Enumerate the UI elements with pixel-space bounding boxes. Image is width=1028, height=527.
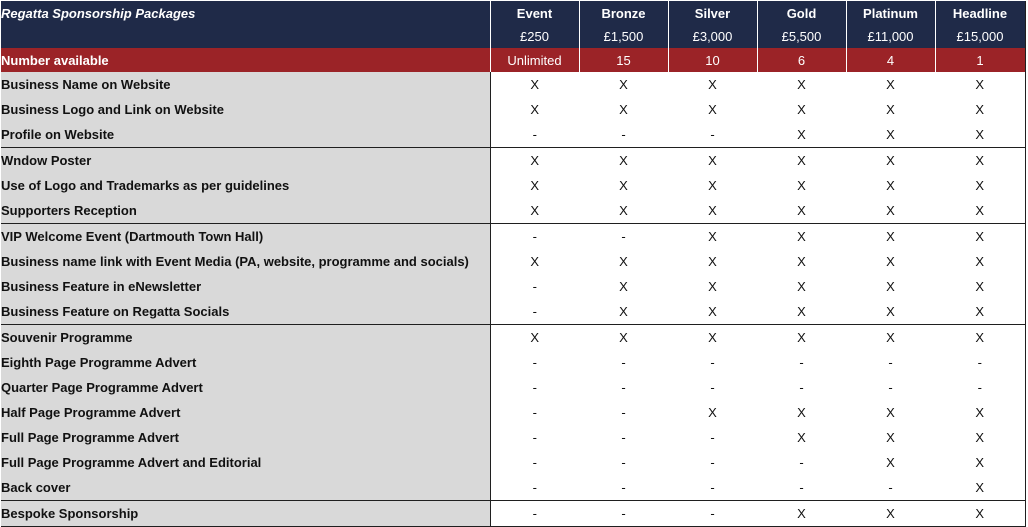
feature-cell: X xyxy=(579,72,668,97)
feature-cell: - xyxy=(668,375,757,400)
feature-cell: X xyxy=(846,198,935,224)
price-row-label-cell xyxy=(1,25,490,48)
feature-cell: - xyxy=(490,299,579,325)
tier-name-headline: Headline xyxy=(935,1,1025,25)
feature-cell: X xyxy=(935,425,1025,450)
feature-cell: - xyxy=(846,350,935,375)
feature-cell: X xyxy=(668,400,757,425)
feature-cell: X xyxy=(757,122,846,148)
feature-cell: X xyxy=(579,97,668,122)
feature-label: Full Page Programme Advert and Editorial xyxy=(1,450,490,475)
feature-cell: - xyxy=(490,122,579,148)
feature-label: Souvenir Programme xyxy=(1,325,490,351)
feature-cell: X xyxy=(668,249,757,274)
feature-cell: X xyxy=(935,450,1025,475)
feature-cell: X xyxy=(935,249,1025,274)
feature-cell: - xyxy=(668,501,757,527)
feature-cell: X xyxy=(490,198,579,224)
tier-name-row xyxy=(1,1,1025,25)
feature-cell: - xyxy=(668,475,757,501)
feature-label: Full Page Programme Advert xyxy=(1,425,490,450)
feature-cell: X xyxy=(935,299,1025,325)
feature-cell: X xyxy=(935,122,1025,148)
feature-cell: X xyxy=(579,274,668,299)
feature-cell: X xyxy=(935,72,1025,97)
feature-cell: - xyxy=(668,425,757,450)
table-row xyxy=(1,97,1025,122)
feature-cell: - xyxy=(757,350,846,375)
feature-cell: - xyxy=(668,122,757,148)
feature-cell: X xyxy=(935,198,1025,224)
feature-cell: - xyxy=(490,501,579,527)
feature-rows xyxy=(1,72,1025,527)
feature-cell: X xyxy=(757,148,846,174)
feature-cell: X xyxy=(757,325,846,351)
feature-label: Business Feature in eNewsletter xyxy=(1,274,490,299)
feature-cell: X xyxy=(668,97,757,122)
feature-cell: X xyxy=(757,72,846,97)
feature-cell: X xyxy=(757,249,846,274)
feature-cell: - xyxy=(668,450,757,475)
feature-cell: X xyxy=(935,148,1025,174)
feature-label: Quarter Page Programme Advert xyxy=(1,375,490,400)
feature-cell: X xyxy=(846,299,935,325)
sponsorship-table xyxy=(1,1,1026,527)
feature-cell: X xyxy=(846,72,935,97)
availability-value: 1 xyxy=(935,48,1025,72)
feature-cell: - xyxy=(490,425,579,450)
feature-cell: X xyxy=(846,249,935,274)
feature-cell: X xyxy=(935,97,1025,122)
feature-cell: - xyxy=(757,475,846,501)
feature-label: Bespoke Sponsorship xyxy=(1,501,490,527)
feature-cell: X xyxy=(935,501,1025,527)
feature-cell: X xyxy=(846,400,935,425)
tier-name-gold: Gold xyxy=(757,1,846,25)
feature-label: Business Name on Website xyxy=(1,72,490,97)
table-row xyxy=(1,249,1025,274)
feature-cell: - xyxy=(935,375,1025,400)
table-row xyxy=(1,400,1025,425)
feature-cell: - xyxy=(490,350,579,375)
table-row xyxy=(1,325,1025,351)
feature-cell: - xyxy=(490,375,579,400)
feature-cell: - xyxy=(579,350,668,375)
tier-name-event: Event xyxy=(490,1,579,25)
table-row xyxy=(1,148,1025,174)
feature-cell: X xyxy=(757,299,846,325)
table-row xyxy=(1,350,1025,375)
feature-label: Use of Logo and Trademarks as per guidelines xyxy=(1,173,490,198)
table-title: Regatta Sponsorship Packages xyxy=(1,1,490,25)
feature-label: Wndow Poster xyxy=(1,148,490,174)
feature-label: Business Logo and Link on Website xyxy=(1,97,490,122)
feature-cell: X xyxy=(668,173,757,198)
tier-name-bronze: Bronze xyxy=(579,1,668,25)
feature-label: Profile on Website xyxy=(1,122,490,148)
feature-cell: X xyxy=(490,97,579,122)
feature-cell: - xyxy=(846,375,935,400)
feature-cell: X xyxy=(668,274,757,299)
feature-cell: - xyxy=(490,450,579,475)
feature-cell: X xyxy=(846,325,935,351)
feature-cell: X xyxy=(579,173,668,198)
feature-cell: X xyxy=(846,274,935,299)
feature-cell: - xyxy=(935,350,1025,375)
feature-cell: X xyxy=(668,325,757,351)
feature-cell: X xyxy=(757,400,846,425)
feature-cell: X xyxy=(846,122,935,148)
availability-row xyxy=(1,48,1025,72)
availability-label: Number available xyxy=(1,48,490,72)
table-row xyxy=(1,173,1025,198)
feature-cell: X xyxy=(935,224,1025,250)
feature-label: Half Page Programme Advert xyxy=(1,400,490,425)
feature-cell: - xyxy=(490,475,579,501)
feature-cell: - xyxy=(579,425,668,450)
feature-cell: - xyxy=(490,400,579,425)
tier-price-platinum: £11,000 xyxy=(846,25,935,48)
table-row xyxy=(1,475,1025,501)
availability-value: 10 xyxy=(668,48,757,72)
availability-value: 15 xyxy=(579,48,668,72)
feature-label: Eighth Page Programme Advert xyxy=(1,350,490,375)
feature-cell: X xyxy=(490,173,579,198)
availability-value: 6 xyxy=(757,48,846,72)
feature-cell: X xyxy=(668,299,757,325)
availability-value: Unlimited xyxy=(490,48,579,72)
feature-cell: - xyxy=(757,450,846,475)
feature-label: VIP Welcome Event (Dartmouth Town Hall) xyxy=(1,224,490,250)
feature-cell: X xyxy=(490,72,579,97)
feature-cell: X xyxy=(757,198,846,224)
feature-cell: X xyxy=(668,148,757,174)
feature-cell: X xyxy=(935,475,1025,501)
feature-cell: - xyxy=(846,475,935,501)
table-row xyxy=(1,198,1025,224)
feature-cell: X xyxy=(757,224,846,250)
feature-cell: X xyxy=(668,72,757,97)
feature-cell: X xyxy=(846,97,935,122)
feature-cell: X xyxy=(757,173,846,198)
tier-name-platinum: Platinum xyxy=(846,1,935,25)
table-row xyxy=(1,274,1025,299)
feature-cell: X xyxy=(490,325,579,351)
feature-cell: X xyxy=(935,274,1025,299)
feature-cell: X xyxy=(846,425,935,450)
feature-cell: X xyxy=(579,148,668,174)
tier-price-silver: £3,000 xyxy=(668,25,757,48)
availability-value: 4 xyxy=(846,48,935,72)
feature-cell: X xyxy=(846,450,935,475)
feature-cell: X xyxy=(579,249,668,274)
feature-cell: X xyxy=(846,148,935,174)
feature-cell: X xyxy=(579,299,668,325)
feature-cell: - xyxy=(579,224,668,250)
tier-name-silver: Silver xyxy=(668,1,757,25)
feature-cell: X xyxy=(668,198,757,224)
feature-cell: - xyxy=(579,501,668,527)
tier-price-gold: £5,500 xyxy=(757,25,846,48)
tier-price-row xyxy=(1,25,1025,48)
feature-cell: - xyxy=(579,450,668,475)
feature-cell: X xyxy=(490,249,579,274)
feature-cell: X xyxy=(579,198,668,224)
table-row xyxy=(1,299,1025,325)
feature-cell: X xyxy=(490,148,579,174)
feature-cell: X xyxy=(935,173,1025,198)
feature-cell: X xyxy=(935,325,1025,351)
feature-cell: X xyxy=(579,325,668,351)
feature-cell: X xyxy=(757,501,846,527)
feature-cell: - xyxy=(579,475,668,501)
feature-label: Back cover xyxy=(1,475,490,501)
feature-cell: - xyxy=(668,350,757,375)
table-row xyxy=(1,450,1025,475)
feature-cell: X xyxy=(935,400,1025,425)
table-row xyxy=(1,224,1025,250)
feature-cell: X xyxy=(757,274,846,299)
feature-cell: - xyxy=(757,375,846,400)
feature-cell: X xyxy=(846,501,935,527)
tier-price-bronze: £1,500 xyxy=(579,25,668,48)
table-row xyxy=(1,425,1025,450)
feature-cell: - xyxy=(579,400,668,425)
feature-cell: X xyxy=(846,173,935,198)
feature-cell: X xyxy=(668,224,757,250)
feature-cell: X xyxy=(757,425,846,450)
feature-cell: X xyxy=(757,97,846,122)
tier-price-headline: £15,000 xyxy=(935,25,1025,48)
feature-label: Business Feature on Regatta Socials xyxy=(1,299,490,325)
feature-cell: - xyxy=(490,224,579,250)
feature-cell: - xyxy=(579,375,668,400)
table-row xyxy=(1,375,1025,400)
table-row xyxy=(1,122,1025,148)
table-row xyxy=(1,72,1025,97)
tier-price-event: £250 xyxy=(490,25,579,48)
table-row xyxy=(1,501,1025,527)
feature-cell: - xyxy=(490,274,579,299)
feature-label: Business name link with Event Media (PA, website, programme and socials) xyxy=(1,249,490,274)
feature-cell: X xyxy=(846,224,935,250)
feature-cell: - xyxy=(579,122,668,148)
feature-label: Supporters Reception xyxy=(1,198,490,224)
